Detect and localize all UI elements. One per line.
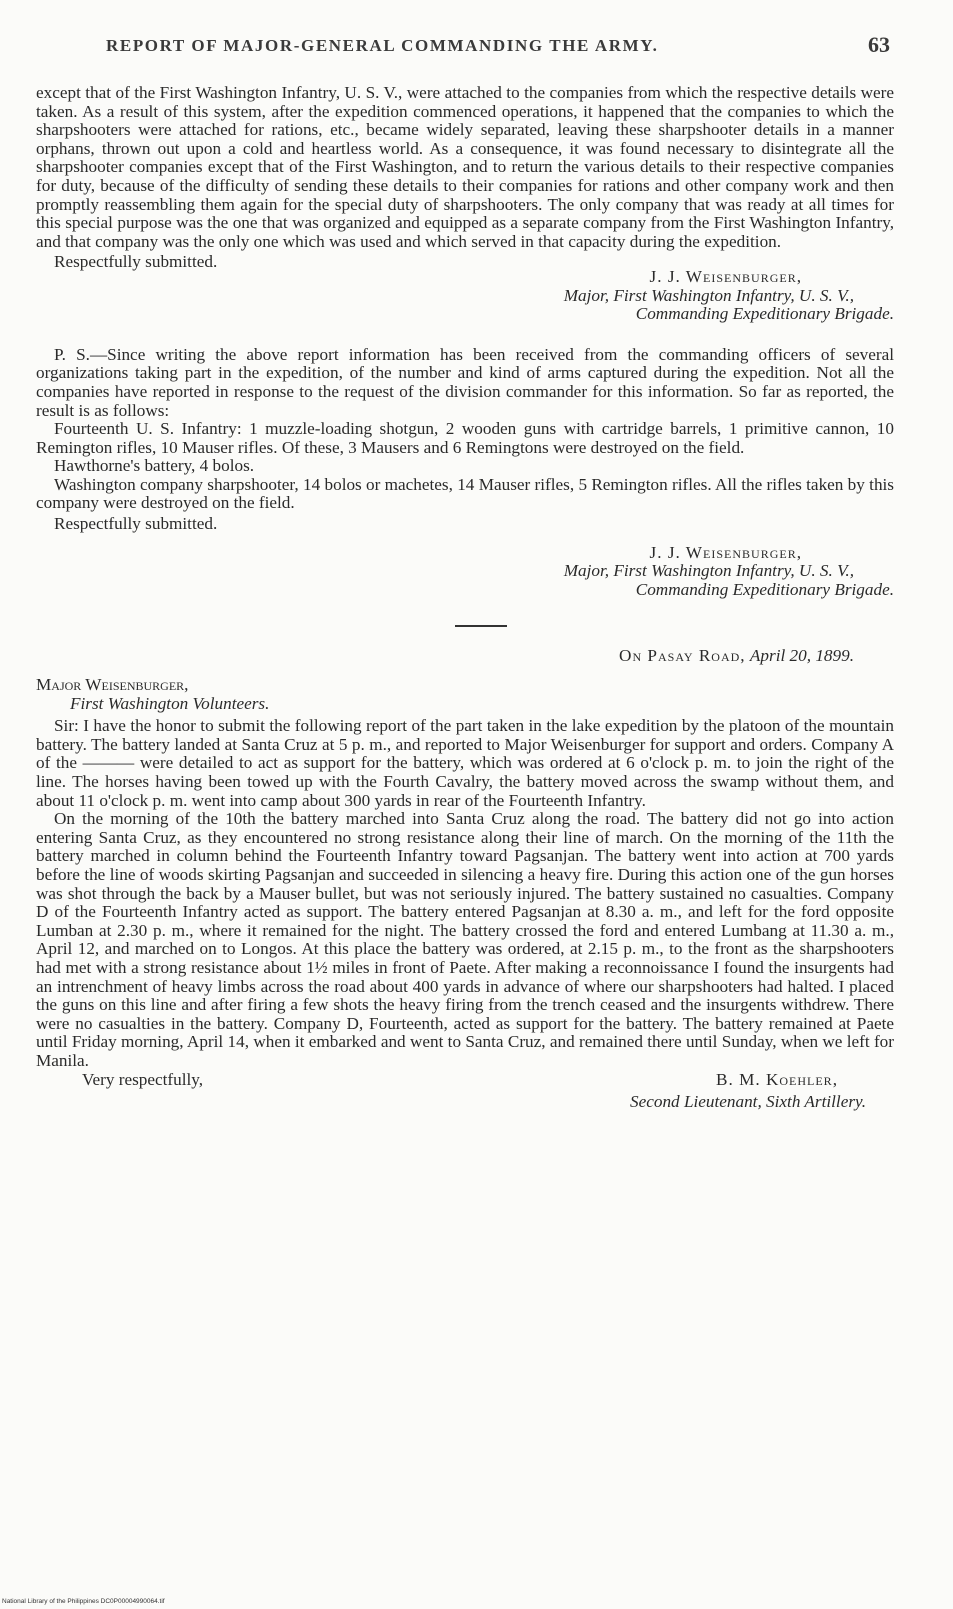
page-header	[36, 34, 894, 64]
signature-title-line1: Major, First Washington Infantry, U. S. V.,	[563, 561, 854, 581]
signature-title-line2: Commanding Expeditionary Brigade.	[635, 304, 894, 324]
scan-footer: National Library of the Philippines DC0P00004990064.tif	[2, 1598, 165, 1605]
letter-paragraph: On the morning of the 10th the battery marched into Santa Cruz along the road. The battery did not go into action entering Santa Cruz, as they encountered no strong resistance along their line of march. On the morning of the 11th the battery marched in column behind the Fourteenth Infantry toward Pagsanjan. The battery went into action at 700 yards before the line of woods skirting Pagsanjan and succeeded in silencing a heavy fire. During this action one of the gun horses was shot through the back by a Mauser bullet, but was not seriously injured. The battery sustained no casualties. Company D of the Fourteenth Infantry acted as support. The battery entered Pagsanjan at 8.30 a. m., and left for the ford opposite Lumban at 2.30 p. m., where it remained for the night. The battery crossed the ford and entered Lumbang at 11.30 a. m., April 12, and marched on to Longos. At this place the battery was ordered, at 2.15 p. m., to the front as the sharpshooters had met with a strong resistance about 1½ miles in front of Paete. After making a reconnoissance I found the insurgents had an intrenchment of heavy limbs across the road about 400 yards in advance of where our sharpshooters had halted. I placed the guns on this line and after firing a few shots the heavy firing from the trench ceased and the insurgents withdrew. There were no casualties in the battery. Company D, Fourteenth, acted as support for the battery. The battery remained at Paete until Friday morning, April 14, when it embarked and went to Santa Cruz, and remained there until Sunday, when we left for Manila.	[36, 809, 894, 1070]
section-divider	[455, 625, 507, 627]
report-signature	[36, 268, 894, 324]
signature-name: J. J. Weisenburger,	[649, 542, 802, 562]
report-section	[36, 84, 894, 324]
postscript-signature	[36, 544, 894, 600]
page-body	[36, 84, 894, 1111]
report-paragraph: except that of the First Washington Infantry, U. S. V., were attached to the companies from which the respective details were taken. As a result of this system, after the expedition commenced operations, it happened that the companies to which the sharpshooters were attached for rations, etc., became widely separated, leaving these sharpshooter details in a manner orphans, thrown out upon a cold and heartless world. As a consequence, it was found necessary to disintegrate all the sharpshooter companies except that of the First Washington, and to return the various details to their respective companies for duty, because of the difficulty of sending these details to their companies for rations and other company work and then promptly reassembling them again for the special duty of sharpshooters. The only company that was ready at all times for this special purpose was the one that was organized and equipped as a separate company from the First Washington Infantry, and that company was the only one which was used and which served in that capacity during the expedition.	[36, 83, 894, 251]
letter-signature-name: B. M. Koehler,	[716, 1069, 838, 1089]
letter-closing: Very respectfully,	[82, 1069, 204, 1089]
postscript-section	[36, 346, 894, 600]
letter-dateline	[36, 647, 894, 666]
addressee-unit: First Washington Volunteers.	[70, 693, 270, 713]
postscript-paragraph: P. S.—Since writing the above report information has been received from the commanding officers of several organizations taking part in the expedition, of the number and kind of arms captured during the expedition. Not all the companies have reported in response to the request of the division commander for this information. So far as reported, the result is as follows:	[36, 344, 894, 420]
page-number: 63	[868, 32, 890, 57]
addressee-name: Major Weisenburger,	[36, 675, 189, 695]
report-closing: Respectfully submitted.	[54, 252, 218, 272]
running-head: REPORT OF MAJOR-GENERAL COMMANDING THE ARMY.	[106, 36, 659, 55]
postscript-paragraph: Fourteenth U. S. Infantry: 1 muzzle-loading shotgun, 2 wooden guns with cartridge barrels, 1 primitive cannon, 10 Remington rifles, 10 Mauser rifles. Of these, 3 Mausers and 6 Remingtons were destroyed on the field.	[36, 419, 894, 457]
signature-title-line2: Commanding Expeditionary Brigade.	[635, 579, 894, 599]
signature-title-line1: Major, First Washington Infantry, U. S. V.,	[563, 285, 854, 305]
letter-signature-title: Second Lieutenant, Sixth Artillery.	[630, 1091, 866, 1111]
postscript-closing: Respectfully submitted.	[54, 514, 218, 534]
dateline-date: April 20, 1899.	[749, 646, 854, 666]
letter-section	[36, 647, 894, 1111]
postscript-paragraph: Hawthorne's battery, 4 bolos.	[54, 456, 255, 476]
letter-paragraph: Sir: I have the honor to submit the following report of the part taken in the lake expedition by the platoon of the mountain battery. The battery landed at Santa Cruz at 5 p. m., and reported to Major Weisenburger for support and orders. Company A of the ——— were detailed to act as support for the battery, which was ordered at 6 o'clock p. m. to join the right of the line. The horses having been towed up with the Fourth Cavalry, the battery moved across the swamp without them, and about 11 o'clock p. m. went into camp about 300 yards in rear of the Fourteenth Infantry.	[36, 716, 894, 810]
signature-name: J. J. Weisenburger,	[649, 266, 802, 286]
letter-body	[36, 717, 894, 1070]
dateline-place: On Pasay Road,	[619, 646, 746, 666]
letter-addressee	[36, 676, 894, 713]
letter-signoff	[36, 1071, 894, 1095]
postscript-paragraph: Washington company sharpshooter, 14 bolos or machetes, 14 Mauser rifles, 5 Remington rifles. All the rifles taken by this company were destroyed on the field.	[36, 474, 894, 513]
